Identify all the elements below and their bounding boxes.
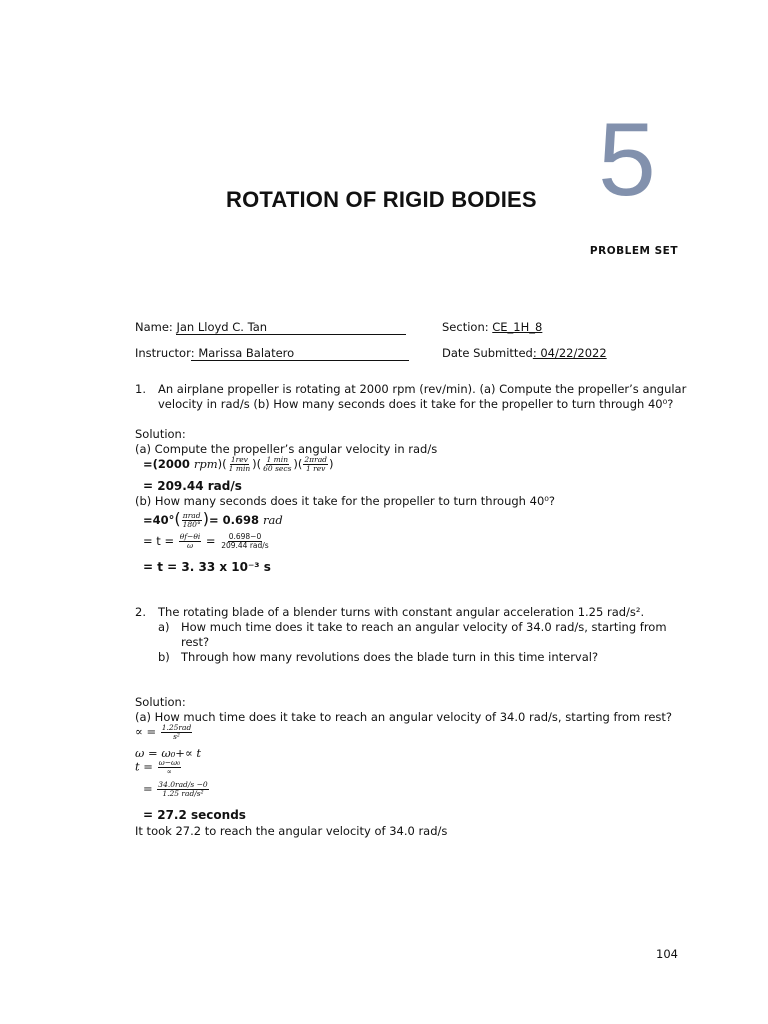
q2-t-equation <box>135 759 182 776</box>
instructor-field <box>135 346 409 361</box>
q2-alpha-equation <box>135 724 193 741</box>
date-label: Date Submitted <box>442 346 533 360</box>
q2-number: 2. <box>135 605 146 619</box>
page-title: ROTATION OF RIGID BODIES <box>226 187 537 212</box>
fraction-rad-rev: $\frac{\text{2πrad}}{\text{1 rev}}$ <box>304 455 327 473</box>
q2-text: The rotating blade of a blender turns with constant angular acceleration 1.25 rad/s². <box>158 605 645 619</box>
q2-a-label: a) <box>158 620 170 634</box>
q2-substitution <box>143 781 210 798</box>
eq-b2-equals: = <box>202 533 220 548</box>
eq-b1-result: = 0.698 <box>208 513 263 527</box>
t-lead: t = <box>135 759 157 774</box>
chapter-number: 5 <box>598 102 656 218</box>
q2-b-line: Through how many revolutions does the blade turn in this time interval? <box>181 650 599 664</box>
fraction-pi-180: $\frac{\text{πrad}}{180^\circ}$ <box>182 511 201 529</box>
q1-text-line1: An airplane propeller is rotating at 2000 rpm (rev/min). (a) Compute the propeller’s angular <box>158 382 687 396</box>
page-subtitle: PROBLEM SET <box>589 245 678 257</box>
q1-text-line2: velocity in rad/s (b) How many seconds does it take for the propeller to turn through 40⁰? <box>158 397 674 411</box>
q2-a-line1: How much time does it take to reach an angular velocity of 34.0 rad/s, starting from <box>181 620 667 634</box>
name-label: Name: <box>135 320 177 334</box>
eq-a-lead: =(2000 <box>143 456 194 471</box>
fraction-substituted: $\frac{0.698-0}{\text{209.44 rad/s}}$ <box>221 532 269 550</box>
q2-omega-equation: ω = ω₀+∝ t <box>135 746 202 760</box>
q1-equation-a: =(2000 rpm)( $\frac{\text{1rev}}{1 \min}$ )( $\frac{1 \min}{60 \sec s}$ )( $\frac{\text{2πrad}}{\text{1 rev}}$ ) <box>143 455 334 473</box>
date-field <box>442 346 607 360</box>
fraction-t: $\frac{\text{ω−ω₀}}{\propto}$ <box>158 758 181 776</box>
fraction-substitution: $\frac{\text{34.0rad/s −0}}{\text{1.25 rad/s²}}$ <box>158 780 208 798</box>
q1-answer-b: = t = 3. 33 x 10⁻³ s <box>143 560 271 574</box>
fraction-alpha: $\frac{\text{1.25rad}}{\text{s²}}$ <box>161 723 192 741</box>
name-value: Jan Lloyd C. Tan <box>176 320 406 335</box>
q1-solution-label: Solution: <box>135 427 186 441</box>
page-number: 104 <box>656 947 678 961</box>
q2-answer: = 27.2 seconds <box>143 808 246 822</box>
date-value: : 04/22/2022 <box>532 346 607 360</box>
q2-a-line2: rest? <box>181 635 210 649</box>
eq-b1-lead: =40° <box>143 513 175 527</box>
eq-b1-unit: rad <box>263 513 283 527</box>
fraction-theta-omega: $\frac{\theta f-\theta i}{\omega}$ <box>179 532 201 550</box>
q2-part-a: (a) How much time does it take to reach an angular velocity of 34.0 rad/s, starting from rest? <box>135 710 673 724</box>
alpha-lead: ∝ = <box>135 724 160 739</box>
instructor-value: : Marissa Balatero <box>191 346 409 361</box>
instructor-label: Instructor <box>135 346 191 360</box>
q1-equation-b2 <box>143 533 271 550</box>
q1-number: 1. <box>135 382 146 396</box>
q2-conclusion: It took 27.2 to reach the angular velocity of 34.0 rad/s <box>135 824 448 838</box>
q1-part-b: (b) How many seconds does it take for the propeller to turn through 40⁰? <box>135 494 555 508</box>
section-value: CE_1H_8 <box>492 320 543 334</box>
fraction-rev-min: $\frac{\text{1rev}}{1 \min}$ <box>228 455 251 473</box>
q1-answer-a: = 209.44 rad/s <box>143 479 242 493</box>
eq-a-rpm: rpm <box>193 456 218 471</box>
section-field <box>442 320 542 334</box>
q1-part-a: (a) Compute the propeller’s angular velocity in rad/s <box>135 442 438 456</box>
q1-equation-b1: =40°( $\frac{\text{πrad}}{180^\circ}$ )= 0.698 rad <box>143 509 283 529</box>
name-field <box>135 320 406 335</box>
eq-b2-lead: = t = <box>143 533 178 548</box>
fraction-min-sec: $\frac{1 \min}{60 \sec s}$ <box>263 455 292 473</box>
sub-lead: = <box>143 781 157 796</box>
q2-b-label: b) <box>158 650 170 664</box>
eq-a-close: ) <box>217 456 223 471</box>
q2-solution-label: Solution: <box>135 695 186 709</box>
section-label: Section: <box>442 320 493 334</box>
